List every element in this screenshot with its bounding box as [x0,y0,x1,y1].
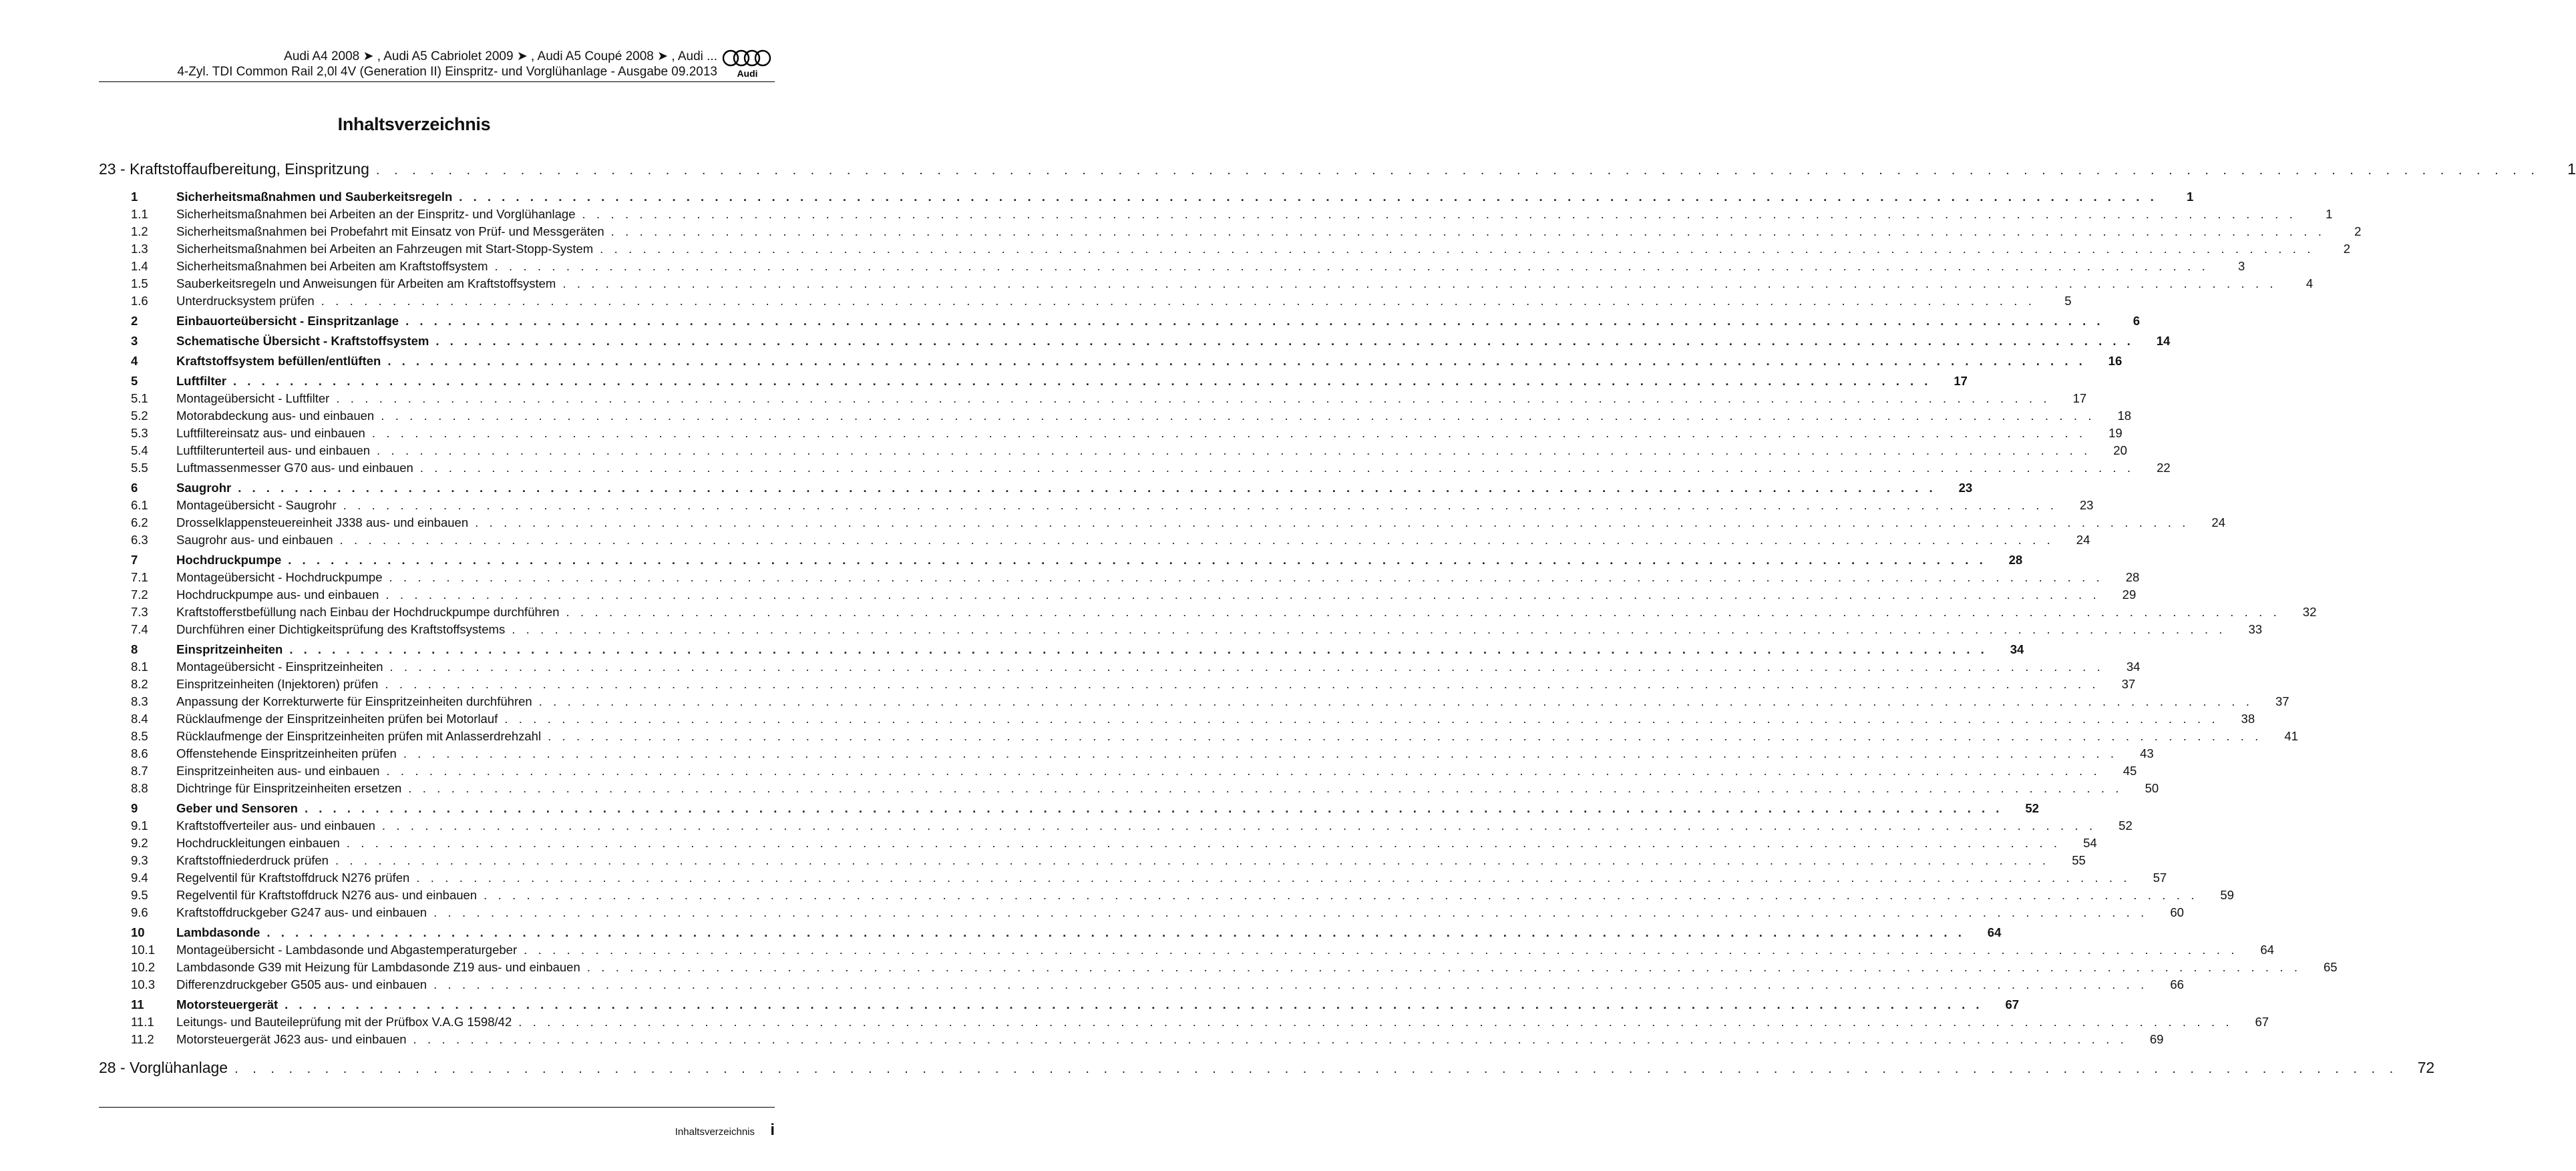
toc-entry-number: 6.1 [131,498,148,512]
toc-entry-title: Kraftstoffdruckgeber G247 aus- und einbauen [176,905,427,919]
toc-entry-page: 64 [1987,925,2002,939]
toc-entry-number: 1.2 [131,224,148,238]
toc-entry-number: 10 [131,925,145,939]
toc-entry-title: Regelventil für Kraftstoffdruck N276 prüfen [176,871,410,885]
toc-entry-number: 1.4 [131,259,148,273]
dot-leader: . . . . . . . . . . . . . . . . . . . . . . . . . . . . . . . . . . . . . . . . . . . . . . . . . . . . . . . . . . . . . . . . . . . . . . . . . . . . . . . . . . . . . . . . . . . . . . . . . . . . . . . . . . . . . . . . . . . . . . . . [389,570,2104,584]
toc-entry-title: Hochdruckpumpe aus- und einbauen [176,588,379,602]
toc-entry-number: 3 [131,334,138,348]
dot-leader: . . . . . . . . . . . . . . . . . . . . . . . . . . . . . . . . . . . . . . . . . . . . . . . . . . . . . . . . . . . . . . . . . . . . . . . . . . . . . . . . . . . . . . . . . . . . . . . . . . . . . . . . . . . . . . . . . . . . . . . . [512,622,2227,636]
toc-entry[interactable] [99,642,2024,660]
toc-entry-number: 1.3 [131,242,148,256]
dot-leader: . . . . . . . . . . . . . . . . . . . . . . . . . . . . . . . . . . . . . . . . . . . . . . . . . . . . . . . . . . . . . . . . . . . . . . . . . . . . . . . . . . . . . . . . . . . . . . . . . . . . . . . . . . . . . . . . . . . . . . . . [459,190,2158,204]
toc-entry-title: Rücklaufmenge der Einspritzeinheiten prüfen mit Anlasserdrehzahl [176,729,542,743]
toc-entry-number: 5.1 [131,391,148,405]
toc-entry-title: Montageübersicht - Saugrohr [176,498,337,512]
toc-entry-page: 19 [2108,426,2123,440]
toc-entry-title: Einbauorteübersicht - Einspritzanlage [176,314,399,328]
toc-entry-title: Einspritzeinheiten aus- und einbauen [176,764,380,778]
toc-entry-title: Luftmassenmesser G70 aus- und einbauen [176,461,413,475]
toc-entry[interactable] [99,515,2225,533]
toc-entry-page: 24 [2076,533,2090,547]
toc-entry-page: 24 [2211,515,2225,529]
toc-entry[interactable] [99,374,1968,391]
toc-entry-page: 38 [2241,712,2255,726]
toc-entry-title: Sicherheitsmaßnahmen bei Probefahrt mit Einsatz von Prüf- und Messgeräten [176,224,604,238]
toc-entry[interactable] [99,409,2132,426]
toc-entry-number: 6.3 [131,533,148,547]
toc-entry-page: 65 [2324,960,2338,974]
toc-entry-page: 17 [1954,374,1968,388]
dot-leader: . . . . . . . . . . . . . . . . . . . . . . . . . . . . . . . . . . . . . . . . . . . . . . . . . . . . . . . . . . . . . . . . . . . . . . . . . . . . . . . . . . . . . . . . . . . . . . . . . . . . . . . . . . . . . . . . . . . . . . . . [233,374,1931,388]
toc-entry-page: 67 [2005,997,2020,1011]
toc-entry-page: 14 [2156,334,2171,348]
dot-leader: . . . . . . . . . . . . . . . . . . . . . . . . . . . . . . . . . . . . . . . . . . . . . . . . . . . . . . . . . . . . . . . . . . . . . . . . . . . . . . . . . . . . . . . . . . . . . . . . . . . . . . . . . . . . . . . . . . . . . . . . [416,871,2131,885]
toc-entry-page: 5 [2064,294,2072,308]
toc-entry-page: 34 [2126,660,2141,674]
toc-entry-page: 34 [2010,642,2024,656]
toc-entry-page: 37 [2275,694,2289,708]
footer-page-number: i [770,1121,775,1139]
toc-entry-number: 5.5 [131,461,148,475]
toc-entry-number: 8.1 [131,660,148,674]
toc-entry[interactable] [99,553,2023,570]
toc-entry-page: 69 [2149,1032,2164,1046]
dot-leader: . . . . . . . . . . . . . . . . . . . . . . . . . . . . . . . . . . . . . . . . . . . . . . . . . . . . . . . . . . . . . . . . . . . . . . . . . . . . . . . . . . . . . . . . . . . . . . . . . . . . . . . . . . . . . . . . . . . . . . . . [371,426,2086,440]
dot-leader: . . . . . . . . . . . . . . . . . . . . . . . . . . . . . . . . . . . . . . . . . . . . . . . . . . . . . . . . . . . . . . . . . . . . . . . . . . . . . . . . . . . . . . . . . . . . . . . . . . . . . . . . . . . . . . . . . . . . . . . . [285,997,1984,1011]
toc-entry-page: 20 [2113,443,2127,457]
toc-entry[interactable] [99,354,2123,371]
toc-entry[interactable] [99,461,2171,478]
toc-entry-page: 59 [2220,888,2234,902]
toc-entry[interactable] [99,997,2020,1015]
toc-entry-number: 7.4 [131,622,148,636]
toc-entry-title: 23 - Kraftstoffaufbereitung, Einspritzung [99,160,369,178]
dot-leader: . . . . . . . . . . . . . . . . . . . . . . . . . . . . . . . . . . . . . . . . . . . . . . . . . . . . . . . . . . . . . . . . . . . . . . . . . . . . . . . . . . . . . . . . . . . . . . . . . . . . . . . . . . . . . . . . . . . . . . . . [610,224,2326,238]
toc-entry[interactable] [99,160,2576,187]
dot-leader: . . . . . . . . . . . . . . . . . . . . . . . . . . . . . . . . . . . . . . . . . . . . . . . . . . . . . . . . . . . . . . . . . . . . . . . . . . . . . . . . . . . . . . . . . . . . . . . . . . . . . . . . . . . . . . . . . . . . . . . . [389,660,2104,674]
toc-entry[interactable] [99,533,2090,550]
toc-entry[interactable] [99,605,2317,622]
toc-entry-page: 23 [1958,481,1973,495]
toc-entry-number: 7.1 [131,570,148,584]
toc-entry-title: Kraftstoffsystem befüllen/entlüften [176,354,381,368]
dot-leader: . . . . . . . . . . . . . . . . . . . . . . . . . . . . . . . . . . . . . . . . . . . . . . . . . . . . . . . . . . . . . . . . . . . . . . . . . . . . . . . . . . . . . . . . . . . . . . . . . . . . . . . . . . . . . . . . . . . . . . . . [238,481,1937,495]
toc-entry[interactable] [99,925,2002,943]
dot-leader: . . . . . . . . . . . . . . . . . . . . . . . . . . . . . . . . . . . . . . . . . . . . . . . . . . . . . . . . . . . . . . . . . . . . . . . . . . . . . . . . . . . . . . . . . . . . . . . . . . . . . . . . . . . . . . . . . . . . . . . . [566,605,2281,619]
toc-entry-title: Drosselklappensteuereinheit J338 aus- und einbauen [176,515,469,529]
toc-entry-title: Leitungs- und Bauteileprüfung mit der Prüfbox V.A.G 1598/42 [176,1015,512,1029]
toc-entry-page: 1 [2567,160,2576,178]
toc-entry-title: 28 - Vorglühanlage [99,1059,228,1076]
toc-entry-title: Unterdrucksystem prüfen [176,294,315,308]
dot-leader: . . . . . . . . . . . . . . . . . . . . . . . . . . . . . . . . . . . . . . . . . . . . . . . . . . . . . . . . . . . . . . . . . . . . . . . . . . . . . . . . . . . . . . . . . . . . . . . . . . . . . . . . . . . . . . . . . . . . . . . . [413,1032,2128,1046]
dot-leader: . . . . . . . . . . . . . . . . . . . . . . . . . . . . . . . . . . . . . . . . . . . . . . . . . . . . . . . . . . . . . . . . . . . . . . . . . . . . . . . . . . . . . . . . . . . . . . . . . . . . . . . . . . . . . . . . . . . . . . . . [582,207,2297,221]
dot-leader: . . . . . . . . . . . . . . . . . . . . . . . . . . . . . . . . . . . . . . . . . . . . . . . . . . . . . . . . . . . . . . . . . . . . . . . . . . . . . . . . . . . . . . . . . . . . . . . . . . . . . . . . . . . . . . . . . . . . . . . . [538,694,2253,708]
toc-entry[interactable] [99,1032,2164,1049]
dot-leader: . . . . . . . . . . . . . . . . . . . . . . . . . . . . . . . . . . . . . . . . . . . . . . . . . . . . . . . . . . . . . . . . . . . . . . . . . . . . . . . . . . . . . . . . . . . . . . . . . . . . . . . . . . . . . . . . . . . . . . . . [419,461,2135,475]
toc-entry-number: 8.5 [131,729,148,743]
dot-leader: . . . . . . . . . . . . . . . . . . . . . . . . . . . . . . . . . . . . . . . . . . . . . . . . . . . . . . . . . . . . . . . . . . . . . . . . . . . . . . . . . . . . . . . . . . . . . . . . . . . . . . . . . . . . . . . . . . . . . . . . [386,764,2101,778]
toc-entry-number: 5 [131,374,138,388]
toc-entry[interactable] [99,334,2171,351]
toc-entry-title: Motorsteuergerät [176,997,279,1011]
dot-leader: . . . . . . . . . . . . . . . . . . . . . . . . . . . . . . . . . . . . . . . . . . . . . . . . . . . . . . . . . . . . . . . . . . . . . . . . . . . . . . . . . . . . . . . . . . . . . . . . . . . . . . . . . . . . . . . . . . . . . . . . [343,498,2058,512]
dot-leader: . . . . . . . . . . . . . . . . . . . . . . . . . . . . . . . . . . . . . . . . . . . . . . . . . . . . . . . . . . . . . . . . . . . . . . . . . . . . . . . . . . . . . . . . . . . . . . . . . . . . . . . . . . . . . . . . . . . . . . . . [234,1062,2399,1076]
toc-entry-page: 41 [2284,729,2298,743]
toc-entry-title: Einspritzeinheiten [176,642,283,656]
dot-leader: . . . . . . . . . . . . . . . . . . . . . . . . . . . . . . . . . . . . . . . . . . . . . . . . . . . . . . . . . . . . . . . . . . . . . . . . . . . . . . . . . . . . . . . . . . . . . . . . . . . . . . . . . . . . . . . . . . . . . . . . [385,588,2100,602]
table-of-contents [99,160,2576,1086]
toc-entry-number: 9.1 [131,818,148,833]
toc-entry-number: 7.3 [131,605,148,619]
toc-entry[interactable] [99,977,2184,995]
dot-leader: . . . . . . . . . . . . . . . . . . . . . . . . . . . . . . . . . . . . . . . . . . . . . . . . . . . . . . . . . . . . . . . . . . . . . . . . . . . . . . . . . . . . . . . . . . . . . . . . . . . . . . . . . . . . . . . . . . . . . . . . [494,259,2209,273]
dot-leader: . . . . . . . . . . . . . . . . . . . . . . . . . . . . . . . . . . . . . . . . . . . . . . . . . . . . . . . . . . . . . . . . . . . . . . . . . . . . . . . . . . . . . . . . . . . . . . . . . . . . . . . . . . . . . . . . . . . . . . . . [433,977,2148,991]
toc-entry-title: Sauberkeitsregeln und Anweisungen für Arbeiten am Kraftstoffsystem [176,276,556,290]
toc-entry-page: 23 [2079,498,2094,512]
toc-entry-page: 1 [2186,190,2194,204]
toc-entry-page: 37 [2121,677,2136,691]
toc-entry[interactable] [99,871,2167,888]
toc-entry-page: 16 [2108,354,2123,368]
dot-leader: . . . . . . . . . . . . . . . . . . . . . . . . . . . . . . . . . . . . . . . . . . . . . . . . . . . . . . . . . . . . . . . . . . . . . . . . . . . . . . . . . . . . . . . . . . . . . . . . . . . . . . . . . . . . . . . . . . . . . . . . [381,818,2096,833]
toc-entry[interactable] [99,746,2154,764]
toc-entry[interactable] [99,224,2362,242]
toc-entry-title: Saugrohr [176,481,232,495]
toc-entry-title: Kraftstofferstbefüllung nach Einbau der Hochdruckpumpe durchführen [176,605,560,619]
toc-entry[interactable] [99,853,2086,871]
page-header [99,47,775,82]
toc-entry-number: 5.3 [131,426,148,440]
dot-leader: . . . . . . . . . . . . . . . . . . . . . . . . . . . . . . . . . . . . . . . . . . . . . . . . . . . . . . . . . . . . . . . . . . . . . . . . . . . . . . . . . . . . . . . . . . . . . . . . . . . . . . . . . . . . . . . . . . . . . . . . [381,409,2096,423]
toc-entry-title: Saugrohr aus- und einbauen [176,533,333,547]
dot-leader: . . . . . . . . . . . . . . . . . . . . . . . . . . . . . . . . . . . . . . . . . . . . . . . . . . . . . . . . . . . . . . . . . . . . . . . . . . . . . . . . . . . . . . . . . . . . . . . . . . . . . . . . . . . . . . . . . . . . . . . . [377,443,2091,457]
toc-entry-page: 55 [2072,853,2086,867]
toc-entry-number: 10.1 [131,943,156,957]
toc-entry-page: 64 [2260,943,2274,957]
toc-entry-title: Offenstehende Einspritzeinheiten prüfen [176,746,397,760]
toc-entry-number: 9.2 [131,836,148,850]
toc-entry-title: Kraftstoffverteiler aus- und einbauen [176,818,375,833]
toc-entry-title: Hochdruckleitungen einbauen [176,836,340,850]
toc-entry-page: 2 [2343,242,2351,256]
toc-entry[interactable] [99,836,2097,853]
toc-entry-title: Differenzdruckgeber G505 aus- und einbauen [176,977,427,991]
toc-entry[interactable] [99,570,2140,588]
toc-entry[interactable] [99,712,2255,729]
dot-leader: . . . . . . . . . . . . . . . . . . . . . . . . . . . . . . . . . . . . . . . . . . . . . . . . . . . . . . . . . . . . . . . . . . . . . . . . . . . . . . . . . . . . . . . . . . . . . . . . . . . . . . . . . . . . . . . . . . . . . . . . [336,391,2051,405]
toc-entry[interactable] [99,242,2351,259]
toc-entry[interactable] [99,498,2094,515]
toc-entry-number: 9.6 [131,905,148,919]
toc-entry-title: Sicherheitsmaßnahmen bei Arbeiten an Fahrzeugen mit Start-Stopp-System [176,242,594,256]
toc-entry-number: 6 [131,481,138,495]
dot-leader: . . . . . . . . . . . . . . . . . . . . . . . . . . . . . . . . . . . . . . . . . . . . . . . . . . . . . . . . . . . . . . . . . . . . . . . . . . . . . . . . . . . . . . . . . . . . . . . . . . . . . . . . . . . . . . . . . . . . . . . . [548,729,2262,743]
toc-entry-page: 54 [2083,836,2097,850]
dot-leader: . . . . . . . . . . . . . . . . . . . . . . . . . . . . . . . . . . . . . . . . . . . . . . . . . . . . . . . . . . . . . . . . . . . . . . . . . . . . . . . . . . . . . . . . . . . . . . . . . . . . . . . . . . . . . . . . . . . . . . . . [385,677,2100,691]
toc-entry[interactable] [99,481,1973,498]
toc-entry-page: 52 [2025,801,2039,815]
toc-entry[interactable] [99,391,2087,409]
toc-entry-number: 8.6 [131,746,148,760]
toc-entry-title: Motorsteuergerät J623 aus- und einbauen [176,1032,407,1046]
toc-entry-page: 50 [2145,781,2159,795]
toc-entry-page: 52 [2119,818,2133,833]
dot-leader: . . . . . . . . . . . . . . . . . . . . . . . . . . . . . . . . . . . . . . . . . . . . . . . . . . . . . . . . . . . . . . . . . . . . . . . . . . . . . . . . . . . . . . . . . . . . . . . . . . . . . . . . . . . . . . . . . . . . . . . . [433,905,2148,919]
toc-entry-title: Einspritzeinheiten (Injektoren) prüfen [176,677,379,691]
toc-entry[interactable] [99,764,2137,781]
toc-entry-title: Montageübersicht - Hochdruckpumpe [176,570,383,584]
toc-entry[interactable] [99,1059,2435,1086]
toc-entry-number: 8.8 [131,781,148,795]
toc-entry-title: Luftfiltereinsatz aus- und einbauen [176,426,365,440]
toc-entry-page: 28 [2008,553,2023,567]
toc-entry[interactable] [99,960,2338,977]
toc-entry-title: Lambdasonde [176,925,260,939]
header-manual-line: 4-Zyl. TDI Common Rail 2,0l 4V (Generation II) Einspritz- und Vorglühanlage - Ausgabe 09.2013 [177,65,717,79]
dot-leader: . . . . . . . . . . . . . . . . . . . . . . . . . . . . . . . . . . . . . . . . . . . . . . . . . . . . . . . . . . . . . . . . . . . . . . . . . . . . . . . . . . . . . . . . . . . . . . . . . . . . . . . . . . . . . . . . . . . . . . . . [484,888,2198,902]
page-title: Inhaltsverzeichnis [337,114,491,134]
toc-entry-page: 17 [2072,391,2087,405]
toc-entry-title: Geber und Sensoren [176,801,298,815]
toc-entry-number: 7 [131,553,138,567]
toc-entry-number: 6.2 [131,515,148,529]
dot-leader: . . . . . . . . . . . . . . . . . . . . . . . . . . . . . . . . . . . . . . . . . . . . . . . . . . . . . . . . . . . . . . . . . . . . . . . . . . . . . . . . . . . . . . . . . . . . . . . . . . . . . . . . . . . . . . . . . . . . . . . . [586,960,2302,974]
toc-entry-number: 1.1 [131,207,148,221]
toc-entry[interactable] [99,660,2141,677]
dot-leader: . . . . . . . . . . . . . . . . . . . . . . . . . . . . . . . . . . . . . . . . . . . . . . . . . . . . . . . . . . . . . . . . . . . . . . . . . . . . . . . . . . . . . . . . . . . . . . . . . . . . . . . . . . . . . . . . . . . . . . . . [289,642,1988,656]
toc-entry-number: 5.4 [131,443,148,457]
dot-leader: . . . . . . . . . . . . . . . . . . . . . . . . . . . . . . . . . . . . . . . . . . . . . . . . . . . . . . . . . . . . . . . . . . . . . . . . . . . . . . . . . . . . . . . . . . . . . . . . . . . . . . . . . . . . . . . . . . . . . . . . [600,242,2315,256]
dot-leader: . . . . . . . . . . . . . . . . . . . . . . . . . . . . . . . . . . . . . . . . . . . . . . . . . . . . . . . . . . . . . . . . . . . . . . . . . . . . . . . . . . . . . . . . . . . . . . . . . . . . . . . . . . . . . . . . . . . . . . . . [562,276,2277,290]
toc-entry-title: Regelventil für Kraftstoffdruck N276 aus- und einbauen [176,888,478,902]
toc-entry-page: 57 [2153,871,2167,885]
toc-entry-title: Luftfilter [176,374,227,388]
dot-leader: . . . . . . . . . . . . . . . . . . . . . . . . . . . . . . . . . . . . . . . . . . . . . . . . . . . . . . . . . . . . . . . . . . . . . . . . . . . . . . . . . . . . . . . . . . . . . . . . . . . . . . . . . . . . . . . . . . . . . . . . [339,533,2054,547]
toc-entry-title: Kraftstoffniederdruck prüfen [176,853,329,867]
toc-entry[interactable] [99,426,2123,443]
dot-leader: . . . . . . . . . . . . . . . . . . . . . . . . . . . . . . . . . . . . . . . . . . . . . . . . . . . . . . . . . . . . . . . . . . . . . . . . . . . . . . . . . . . . . . . . . . . . . . . . . . . . . . . . . . . . . . . . . . . . . . . . [266,925,1966,939]
toc-entry-title: Anpassung der Korrekturwerte für Einspritzeinheiten durchführen [176,694,532,708]
toc-entry-page: 43 [2140,746,2154,760]
toc-entry-number: 1 [131,190,138,204]
toc-entry-page: 67 [2255,1015,2269,1029]
toc-entry-page: 18 [2117,409,2132,423]
toc-entry-number: 11.2 [131,1032,154,1046]
toc-entry-title: Durchführen einer Dichtigkeitsprüfung des Kraftstoffsystems [176,622,506,636]
toc-entry-page: 60 [2170,905,2184,919]
toc-entry[interactable] [99,729,2298,746]
toc-entry[interactable] [99,905,2184,923]
dot-leader: . . . . . . . . . . . . . . . . . . . . . . . . . . . . . . . . . . . . . . . . . . . . . . . . . . . . . . . . . . . . . . . . . . . . . . . . . . . . . . . . . . . . . . . . . . . . . . . . . . . . . . . . . . . . . . . . . . . . . . . . [321,294,2036,308]
toc-entry-page: 45 [2123,764,2137,778]
logo-wordmark: Audi [737,68,758,79]
toc-entry[interactable] [99,443,2127,461]
toc-entry[interactable] [99,781,2159,798]
toc-entry-number: 5.2 [131,409,148,423]
toc-entry[interactable] [99,259,2245,276]
toc-entry-number: 9.5 [131,888,148,902]
dot-leader: . . . . . . . . . . . . . . . . . . . . . . . . . . . . . . . . . . . . . . . . . . . . . . . . . . . . . . . . . . . . . . . . . . . . . . . . . . . . . . . . . . . . . . . . . . . . . . . . . . . . . . . . . . . . . . . . . . . . . . . . [375,163,2540,178]
toc-entry[interactable] [99,1015,2269,1032]
toc-entry-number: 1.6 [131,294,148,308]
toc-entry-number: 9 [131,801,138,815]
toc-entry[interactable] [99,943,2274,960]
toc-entry-page: 29 [2122,588,2137,602]
dot-leader: . . . . . . . . . . . . . . . . . . . . . . . . . . . . . . . . . . . . . . . . . . . . . . . . . . . . . . . . . . . . . . . . . . . . . . . . . . . . . . . . . . . . . . . . . . . . . . . . . . . . . . . . . . . . . . . . . . . . . . . . [288,553,1987,567]
dot-leader: . . . . . . . . . . . . . . . . . . . . . . . . . . . . . . . . . . . . . . . . . . . . . . . . . . . . . . . . . . . . . . . . . . . . . . . . . . . . . . . . . . . . . . . . . . . . . . . . . . . . . . . . . . . . . . . . . . . . . . . . [387,354,2086,368]
audi-logo-icon [720,48,775,80]
dot-leader: . . . . . . . . . . . . . . . . . . . . . . . . . . . . . . . . . . . . . . . . . . . . . . . . . . . . . . . . . . . . . . . . . . . . . . . . . . . . . . . . . . . . . . . . . . . . . . . . . . . . . . . . . . . . . . . . . . . . . . . . [405,314,2104,328]
toc-entry[interactable] [99,818,2133,836]
toc-entry[interactable] [99,801,2039,818]
toc-entry-title: Montageübersicht - Lambdasonde und Abgastemperaturgeber [176,943,518,957]
toc-entry-page: 66 [2170,977,2184,991]
dot-leader: . . . . . . . . . . . . . . . . . . . . . . . . . . . . . . . . . . . . . . . . . . . . . . . . . . . . . . . . . . . . . . . . . . . . . . . . . . . . . . . . . . . . . . . . . . . . . . . . . . . . . . . . . . . . . . . . . . . . . . . . [475,515,2189,529]
toc-entry[interactable] [99,294,2072,311]
dot-leader: . . . . . . . . . . . . . . . . . . . . . . . . . . . . . . . . . . . . . . . . . . . . . . . . . . . . . . . . . . . . . . . . . . . . . . . . . . . . . . . . . . . . . . . . . . . . . . . . . . . . . . . . . . . . . . . . . . . . . . . . [403,746,2118,760]
toc-entry[interactable] [99,888,2234,905]
toc-entry-title: Motorabdeckung aus- und einbauen [176,409,375,423]
toc-entry-title: Luftfilterunterteil aus- und einbauen [176,443,371,457]
toc-entry-title: Sicherheitsmaßnahmen bei Arbeiten an der Einspritz- und Vorglühanlage [176,207,576,221]
toc-entry-title: Sicherheitsmaßnahmen bei Arbeiten am Kraftstoffsystem [176,259,488,273]
toc-entry-title: Hochdruckpumpe [176,553,282,567]
toc-entry-title: Rücklaufmenge der Einspritzeinheiten prüfen bei Motorlauf [176,712,498,726]
toc-entry-page: 32 [2302,605,2317,619]
footer-label: Inhaltsverzeichnis [675,1126,755,1138]
toc-entry-page: 6 [2133,314,2140,328]
toc-entry-title: Lambdasonde G39 mit Heizung für Lambdasonde Z19 aus- und einbauen [176,960,580,974]
toc-entry-number: 2 [131,314,138,328]
toc-entry-page: 33 [2248,622,2263,636]
toc-entry-number: 9.3 [131,853,148,867]
toc-entry-number: 4 [131,354,138,368]
toc-entry-page: 4 [2306,276,2314,290]
dot-leader: . . . . . . . . . . . . . . . . . . . . . . . . . . . . . . . . . . . . . . . . . . . . . . . . . . . . . . . . . . . . . . . . . . . . . . . . . . . . . . . . . . . . . . . . . . . . . . . . . . . . . . . . . . . . . . . . . . . . . . . . [346,836,2061,850]
page-footer [99,1107,775,1139]
toc-entry-number: 8.2 [131,677,148,691]
toc-entry-title: Montageübersicht - Luftfilter [176,391,330,405]
toc-entry-number: 8.7 [131,764,148,778]
dot-leader: . . . . . . . . . . . . . . . . . . . . . . . . . . . . . . . . . . . . . . . . . . . . . . . . . . . . . . . . . . . . . . . . . . . . . . . . . . . . . . . . . . . . . . . . . . . . . . . . . . . . . . . . . . . . . . . . . . . . . . . . [435,334,2135,348]
toc-entry[interactable] [99,588,2137,605]
toc-entry[interactable] [99,314,2140,331]
toc-entry[interactable] [99,207,2333,224]
toc-entry[interactable] [99,694,2289,712]
toc-entry-number: 9.4 [131,871,148,885]
toc-entry-number: 7.2 [131,588,148,602]
toc-entry-page: 72 [2417,1059,2435,1076]
dot-leader: . . . . . . . . . . . . . . . . . . . . . . . . . . . . . . . . . . . . . . . . . . . . . . . . . . . . . . . . . . . . . . . . . . . . . . . . . . . . . . . . . . . . . . . . . . . . . . . . . . . . . . . . . . . . . . . . . . . . . . . . [335,853,2050,867]
toc-entry-number: 10.2 [131,960,156,974]
toc-entry-title: Dichtringe für Einspritzeinheiten ersetzen [176,781,402,795]
dot-leader: . . . . . . . . . . . . . . . . . . . . . . . . . . . . . . . . . . . . . . . . . . . . . . . . . . . . . . . . . . . . . . . . . . . . . . . . . . . . . . . . . . . . . . . . . . . . . . . . . . . . . . . . . . . . . . . . . . . . . . . . [304,801,2003,815]
toc-entry-number: 10.3 [131,977,156,991]
header-vehicle-line: Audi A4 2008 ➤ , Audi A5 Cabriolet 2009 ➤ , Audi A5 Coupé 2008 ➤ , Audi ... [284,49,717,63]
dot-leader: . . . . . . . . . . . . . . . . . . . . . . . . . . . . . . . . . . . . . . . . . . . . . . . . . . . . . . . . . . . . . . . . . . . . . . . . . . . . . . . . . . . . . . . . . . . . . . . . . . . . . . . . . . . . . . . . . . . . . . . . [408,781,2123,795]
toc-entry-number: 8.4 [131,712,148,726]
toc-entry-number: 11.1 [131,1015,154,1029]
toc-entry-title: Sicherheitsmaßnahmen und Sauberkeitsregeln [176,190,453,204]
toc-entry[interactable] [99,677,2136,694]
dot-leader: . . . . . . . . . . . . . . . . . . . . . . . . . . . . . . . . . . . . . . . . . . . . . . . . . . . . . . . . . . . . . . . . . . . . . . . . . . . . . . . . . . . . . . . . . . . . . . . . . . . . . . . . . . . . . . . . . . . . . . . . [504,712,2219,726]
toc-entry-page: 3 [2238,259,2245,273]
dot-leader: . . . . . . . . . . . . . . . . . . . . . . . . . . . . . . . . . . . . . . . . . . . . . . . . . . . . . . . . . . . . . . . . . . . . . . . . . . . . . . . . . . . . . . . . . . . . . . . . . . . . . . . . . . . . . . . . . . . . . . . . [518,1015,2233,1029]
toc-entry-page: 2 [2354,224,2362,238]
toc-entry-title: Montageübersicht - Einspritzeinheiten [176,660,383,674]
toc-entry-page: 1 [2326,207,2333,221]
toc-entry-page: 22 [2157,461,2171,475]
toc-entry-number: 1.5 [131,276,148,290]
toc-entry[interactable] [99,190,2194,207]
toc-entry-number: 8 [131,642,138,656]
toc-entry[interactable] [99,622,2263,640]
toc-entry-title: Schematische Übersicht - Kraftstoffsystem [176,334,429,348]
toc-entry-number: 11 [131,997,144,1011]
dot-leader: . . . . . . . . . . . . . . . . . . . . . . . . . . . . . . . . . . . . . . . . . . . . . . . . . . . . . . . . . . . . . . . . . . . . . . . . . . . . . . . . . . . . . . . . . . . . . . . . . . . . . . . . . . . . . . . . . . . . . . . . [524,943,2238,957]
toc-entry-number: 8.3 [131,694,148,708]
toc-entry-page: 28 [2125,570,2140,584]
toc-entry[interactable] [99,276,2314,294]
